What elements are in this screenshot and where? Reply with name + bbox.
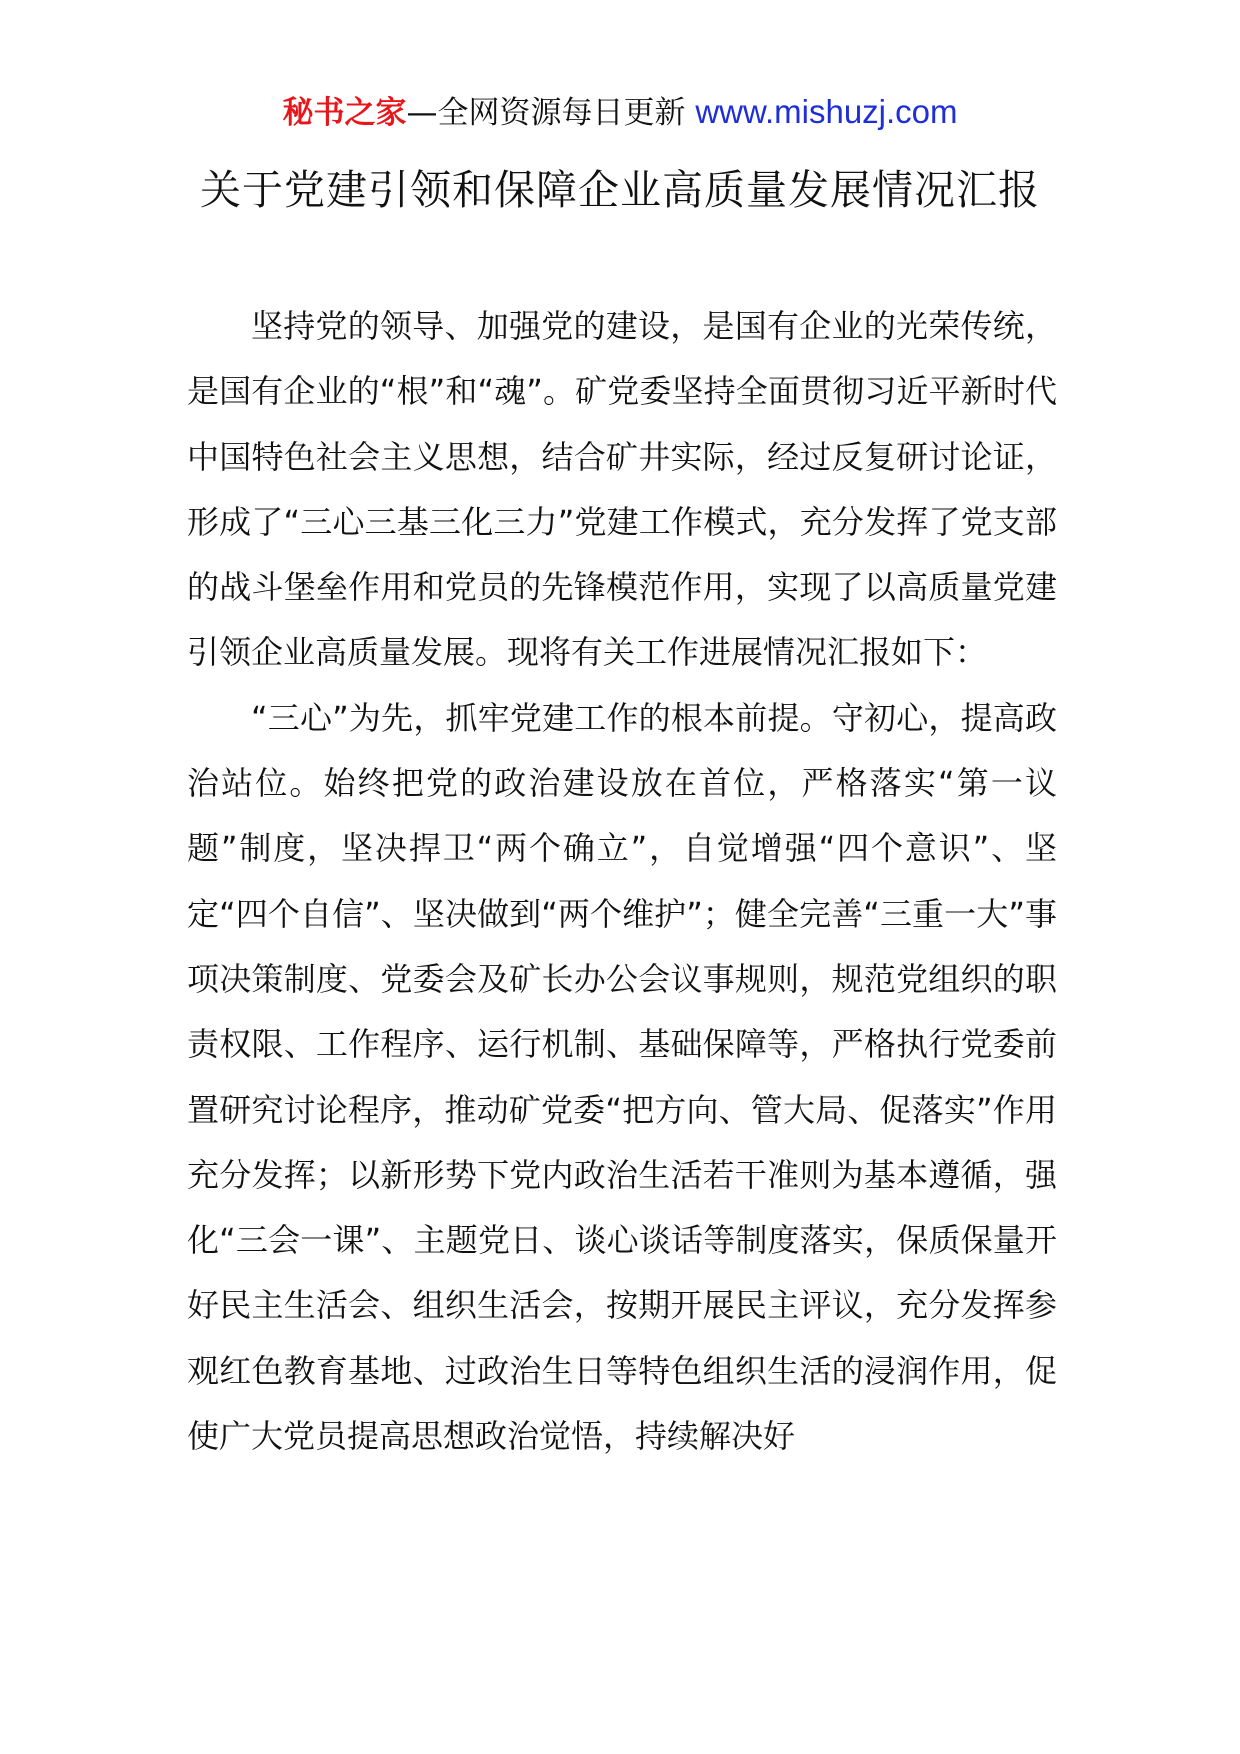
document-body xyxy=(187,294,1057,1469)
document-title: 关于党建引领和保障企业高质量发展情况汇报 xyxy=(200,166,1040,214)
paragraph-intro: 坚持党的领导、加强党的建设，是国有企业的光荣传统，是国有企业的“根”和“魂”。矿党委坚持全面贯彻习近平新时代中国特色社会主义思想，结合矿井实际，经过反复研讨论证，形成了“三心三基三化三力”党建工作模式，充分发挥了党支部的战斗堡垒作用和党员的先锋模范作用，实现了以高质量党建引领企业高质量发展。现将有关工作进展情况汇报如下： xyxy=(187,307,1057,672)
site-header xyxy=(0,92,1240,133)
site-tagline: —全网资源每日更新 xyxy=(406,95,696,131)
site-brand: 秘书之家 xyxy=(282,95,407,131)
paragraph-three-hearts: “三心”为先，抓牢党建工作的根本前提。守初心，提高政治站位。始终把党的政治建设放在首位，严格落实“第一议题”制度，坚决捍卫“两个确立”，自觉增强“四个意识”、坚定“四个自信”、坚决做到“两个维护”；健全完善“三重一大”事项决策制度、党委会及矿长办公会议事规则，规范党组织的职责权限、工作程序、运行机制、基础保障等，严格执行党委前置研究讨论程序，推动矿党委“把方向、管大局、促落实”作用充分发挥；以新形势下党内政治生活若干准则为基本遵循，强化“三会一课”、主题党日、谈心谈话等制度落实，保质保量开好民主生活会、组织生活会，按期开展民主评议，充分发挥参观红色教育基地、过政治生日等特色组织生活的浸润作用，促使广大党员提高思想政治觉悟，持续解决好 xyxy=(187,698,1057,1456)
site-url-link[interactable]: www.mishuzj.com xyxy=(695,93,958,130)
